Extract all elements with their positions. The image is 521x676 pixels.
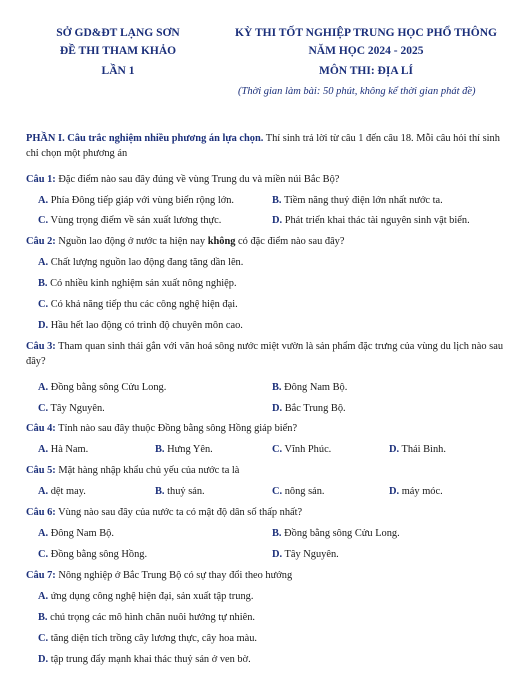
q3-option-c[interactable] — [38, 401, 105, 416]
q6-option-b[interactable] — [272, 526, 400, 541]
option-text: Tiềm năng thuỷ điện lớn nhất nước ta. — [281, 195, 443, 206]
q6-option-d[interactable] — [272, 547, 339, 562]
q2-option-a[interactable] — [38, 255, 243, 270]
question-label: Câu 6: — [26, 507, 56, 518]
q5-option-b[interactable] — [155, 484, 205, 499]
option-letter: B. — [272, 528, 282, 539]
option-text: Đồng bằng sông Cửu Long. — [48, 382, 167, 393]
question-7 — [26, 568, 516, 583]
question-text: Tham quan sinh thái gắn với văn hoá sông nước miệt vườn là sản phẩm đặc trưng của vùng du lịch nào sau đây? — [26, 341, 504, 367]
q7-option-d[interactable] — [38, 652, 251, 667]
option-letter: C. — [38, 549, 49, 560]
option-letter: C. — [38, 215, 49, 226]
option-text: Phía Đông tiếp giáp với vùng biển rộng lớn. — [48, 195, 234, 206]
option-letter: C. — [38, 633, 49, 644]
option-letter: A. — [38, 195, 49, 206]
option-letter: B. — [272, 195, 282, 206]
question-text: Nông nghiệp ở Bắc Trung Bộ có sự thay đổi theo hướng — [55, 570, 293, 581]
question-label: Câu 1: — [26, 174, 56, 185]
option-letter: A. — [38, 528, 49, 539]
q2-option-c[interactable] — [38, 297, 238, 312]
question-text: Tỉnh nào sau đây thuộc Đồng bằng sông Hồng giáp biển? — [55, 423, 298, 434]
q5-option-a[interactable] — [38, 484, 86, 499]
option-text: Hưng Yên. — [164, 444, 213, 455]
exam-round: LẦN 1 — [101, 65, 135, 77]
q4-option-a[interactable] — [38, 442, 88, 457]
option-letter: D. — [38, 654, 49, 665]
q2-option-b[interactable] — [38, 276, 237, 291]
option-letter: A. — [38, 444, 49, 455]
option-letter: A. — [38, 486, 49, 497]
question-label: Câu 7: — [26, 570, 56, 581]
option-letter: B. — [272, 382, 282, 393]
option-text: Hầu hết lao động có trình độ chuyên môn cao. — [48, 320, 243, 331]
option-letter: D. — [38, 320, 49, 331]
option-text: Tây Nguyên. — [48, 403, 105, 414]
option-letter: D. — [272, 215, 283, 226]
q4-option-b[interactable] — [155, 442, 213, 457]
option-text: Hà Nam. — [48, 444, 89, 455]
school-year: NĂM HỌC 2024 - 2025 — [308, 45, 424, 57]
question-label: Câu 5: — [26, 465, 56, 476]
time-note: (Thời gian làm bài: 50 phút, không kể thời gian phát đề) — [238, 86, 476, 97]
option-letter: B. — [38, 278, 48, 289]
option-text: tăng diện tích trồng cây lương thực, cây hoa màu. — [48, 633, 258, 644]
option-text: Phát triển khai thác tài nguyên sinh vật biển. — [282, 215, 470, 226]
question-text: Mặt hàng nhập khẩu chủ yếu của nước ta là — [55, 465, 240, 476]
option-text: Vùng trọng điểm về sản xuất lương thực. — [48, 215, 222, 226]
part1-title: PHẦN I. Câu trắc nghiệm nhiều phương án lựa chọn. — [26, 133, 264, 144]
option-letter: B. — [38, 612, 48, 623]
option-letter: C. — [38, 403, 49, 414]
option-text: nông sản. — [282, 486, 325, 497]
question-1 — [26, 172, 516, 187]
question-6 — [26, 505, 516, 520]
option-text: Tây Nguyên. — [282, 549, 339, 560]
question-label: Câu 4: — [26, 423, 56, 434]
option-letter: A. — [38, 257, 49, 268]
department-name: SỞ GD&ĐT LẠNG SƠN — [56, 27, 180, 39]
q7-option-c[interactable] — [38, 631, 257, 646]
q3-option-a[interactable] — [38, 380, 166, 395]
option-text: Có khả năng tiếp thu các công nghệ hiện đại. — [48, 299, 238, 310]
option-text: Thái Bình. — [399, 444, 446, 455]
option-text: Chất lượng nguồn lao động đang tăng dần lên. — [48, 257, 244, 268]
question-3 — [26, 339, 512, 369]
question-label: Câu 2: — [26, 236, 56, 247]
q3-option-b[interactable] — [272, 380, 347, 395]
q6-option-a[interactable] — [38, 526, 114, 541]
option-letter: A. — [38, 382, 49, 393]
option-text: Đông Nam Bộ. — [281, 382, 348, 393]
q1-option-d[interactable] — [272, 213, 470, 228]
q6-option-c[interactable] — [38, 547, 147, 562]
question-text: Vùng nào sau đây của nước ta có mật độ dân số thấp nhất? — [55, 507, 303, 518]
part1-intro — [26, 131, 512, 161]
option-text: Đồng bằng sông Cửu Long. — [281, 528, 400, 539]
option-text: tập trung đẩy mạnh khai thác thuỷ sản ở ven bờ. — [48, 654, 251, 665]
option-letter: D. — [272, 403, 283, 414]
question-text: Nguồn lao động ở nước ta hiện nay — [55, 236, 208, 247]
part1-instruction: Thí sinh trả lời từ câu 1 đến câu 18. Mỗi câu hỏi thí sinh chỉ chọn một phương án — [26, 133, 500, 159]
q1-option-a[interactable] — [38, 193, 234, 208]
q1-option-b[interactable] — [272, 193, 443, 208]
option-text: thuỷ sản. — [164, 486, 205, 497]
option-text: Đông Nam Bộ. — [48, 528, 114, 539]
question-4 — [26, 421, 516, 436]
option-text: Vĩnh Phúc. — [282, 444, 332, 455]
option-letter: C. — [38, 299, 49, 310]
exam-title: KỲ THI TỐT NGHIỆP TRUNG HỌC PHỔ THÔNG — [235, 27, 497, 39]
q7-option-a[interactable] — [38, 589, 253, 604]
q5-option-c[interactable] — [272, 484, 325, 499]
option-letter: C. — [272, 486, 283, 497]
question-emphasis: không — [207, 236, 236, 247]
option-text: máy móc. — [399, 486, 443, 497]
option-text: Bắc Trung Bộ. — [282, 403, 346, 414]
question-5 — [26, 463, 516, 478]
question-text-end: có đặc điểm nào sau đây? — [235, 236, 345, 247]
option-text: chú trọng các mô hình chăn nuôi hướng tự nhiên. — [47, 612, 256, 623]
q2-option-d[interactable] — [38, 318, 243, 333]
option-letter: B. — [155, 444, 165, 455]
option-text: Đồng bằng sông Hồng. — [48, 549, 148, 560]
option-letter: B. — [155, 486, 165, 497]
question-label: Câu 3: — [26, 341, 56, 352]
option-letter: A. — [38, 591, 49, 602]
option-letter: C. — [272, 444, 283, 455]
q4-option-d[interactable] — [389, 442, 446, 457]
question-2 — [26, 234, 516, 249]
q3-option-d[interactable] — [272, 401, 346, 416]
option-text: dệt may. — [48, 486, 86, 497]
option-letter: D. — [389, 444, 400, 455]
option-text: ứng dụng công nghệ hiện đại, sản xuất tập trung. — [48, 591, 254, 602]
q1-option-c[interactable] — [38, 213, 221, 228]
question-text: Đặc điểm nào sau đây đúng về vùng Trung du và miền núi Bắc Bộ? — [55, 174, 340, 185]
subject: MÔN THI: ĐỊA LÍ — [318, 65, 414, 77]
q7-option-b[interactable] — [38, 610, 255, 625]
option-text: Có nhiều kinh nghiệm sản xuất nông nghiệp. — [47, 278, 237, 289]
option-letter: D. — [272, 549, 283, 560]
exam-type: ĐỀ THI THAM KHẢO — [59, 45, 177, 57]
q5-option-d[interactable] — [389, 484, 443, 499]
q4-option-c[interactable] — [272, 442, 331, 457]
option-letter: D. — [389, 486, 400, 497]
